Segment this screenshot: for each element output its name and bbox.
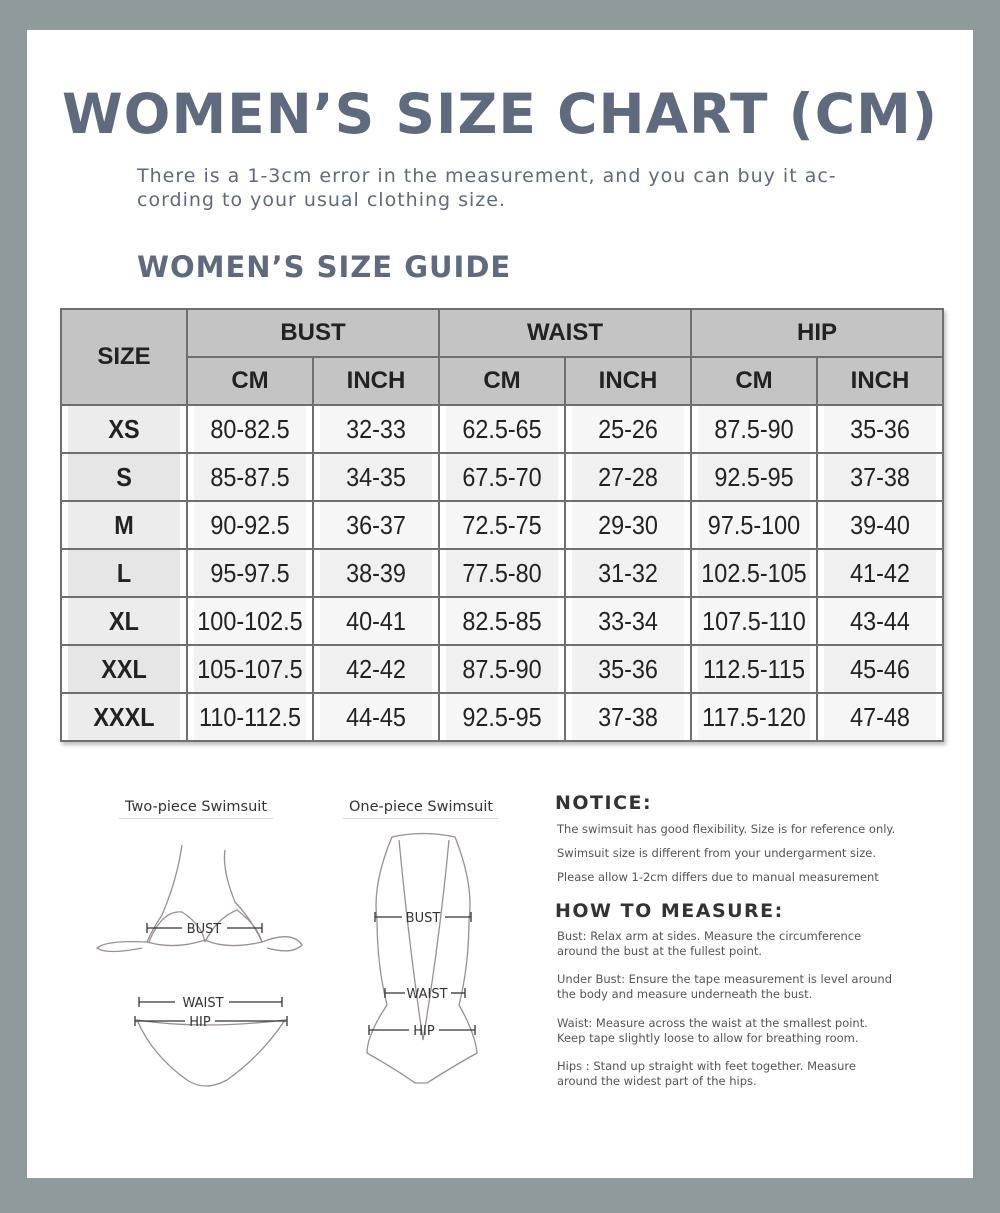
measurement-cell: 67.5-70 [445, 453, 558, 501]
measurement-cell: 110-112.5 [193, 693, 306, 741]
size-chart-page [27, 30, 973, 1178]
table-row [61, 501, 943, 549]
unit-header: INCH [313, 357, 439, 405]
size-cell: XXL [67, 645, 180, 693]
measurement-cell: 77.5-80 [445, 549, 558, 597]
measurement-cell: 41-42 [823, 549, 936, 597]
measurement-cell: 40-41 [319, 597, 432, 645]
measurement-cell: 44-45 [319, 693, 432, 741]
measurement-cell: 97.5-100 [697, 501, 810, 549]
measurement-cell: 92.5-95 [445, 693, 558, 741]
measurement-cell: 105-107.5 [193, 645, 306, 693]
measurement-cell: 29-30 [571, 501, 684, 549]
measurement-cell: 92.5-95 [697, 453, 810, 501]
size-cell: L [67, 549, 180, 597]
measurement-cell: 117.5-120 [697, 693, 810, 741]
two-piece-bust-label: BUST [186, 922, 222, 937]
table-row [61, 597, 943, 645]
how-to-item: Under Bust: Ensure the tape measurement is level around the body and measure underneath the bust. [557, 972, 892, 1001]
hip-group-header: HIP [691, 309, 943, 357]
how-to-item: Hips : Stand up straight with feet together. Measure around the widest part of the hips. [557, 1059, 856, 1088]
size-cell: XS [67, 405, 180, 453]
measurement-cell: 100-102.5 [193, 597, 306, 645]
measurement-cell: 38-39 [319, 549, 432, 597]
size-cell: S [67, 453, 180, 501]
notice-item: Swimsuit size is different from your undergarment size. [557, 846, 877, 860]
measurement-cell: 32-33 [319, 405, 432, 453]
measurement-cell: 27-28 [571, 453, 684, 501]
notice-item: The swimsuit has good flexibility. Size is for reference only. [557, 822, 896, 836]
two-piece-hip-label: HIP [189, 1015, 211, 1030]
measurement-cell: 62.5-65 [445, 405, 558, 453]
table-row [61, 405, 943, 453]
size-column-header: SIZE [61, 309, 187, 405]
unit-header: INCH [565, 357, 691, 405]
one-piece-swimsuit-diagram [347, 825, 497, 1100]
unit-header: CM [691, 357, 817, 405]
how-to-item: Waist: Measure across the waist at the smallest point. Keep tape slightly loose to allow for breathing room. [557, 1016, 868, 1045]
unit-header: CM [439, 357, 565, 405]
one-piece-label: One-piece Swimsuit [343, 797, 499, 819]
measurement-cell: 39-40 [823, 501, 936, 549]
measurement-cell: 37-38 [571, 693, 684, 741]
measurement-cell: 43-44 [823, 597, 936, 645]
measurement-cell: 87.5-90 [445, 645, 558, 693]
measurement-cell: 107.5-110 [697, 597, 810, 645]
measurement-cell: 82.5-85 [445, 597, 558, 645]
measurement-cell: 25-26 [571, 405, 684, 453]
notice-heading: NOTICE: [555, 792, 653, 814]
size-table [60, 308, 944, 742]
page-title: WOMEN’S SIZE CHART (CM) [62, 82, 938, 146]
unit-header: INCH [817, 357, 943, 405]
measurement-cell: 47-48 [823, 693, 936, 741]
measurement-cell: 36-37 [319, 501, 432, 549]
one-piece-hip-label: HIP [413, 1024, 435, 1039]
measurement-cell: 112.5-115 [697, 645, 810, 693]
measurement-cell: 34-35 [319, 453, 432, 501]
how-to-item: Bust: Relax arm at sides. Measure the circumference around the bust at the fullest point. [557, 929, 862, 958]
measurement-cell: 35-36 [571, 645, 684, 693]
two-piece-swimsuit-diagram [87, 830, 317, 1100]
measurement-cell: 90-92.5 [193, 501, 306, 549]
one-piece-bust-label: BUST [405, 911, 441, 926]
table-row [61, 549, 943, 597]
measurement-cell: 45-46 [823, 645, 936, 693]
two-piece-label: Two-piece Swimsuit [119, 797, 273, 819]
how-to-measure-heading: HOW TO MEASURE: [555, 900, 784, 922]
unit-header: CM [187, 357, 313, 405]
bust-group-header: BUST [187, 309, 439, 357]
two-piece-waist-label: WAIST [182, 996, 224, 1011]
measurement-cell: 80-82.5 [193, 405, 306, 453]
measurement-cell: 42-42 [319, 645, 432, 693]
waist-group-header: WAIST [439, 309, 691, 357]
table-row [61, 693, 943, 741]
size-cell: XXXL [67, 693, 180, 741]
measurement-cell: 95-97.5 [193, 549, 306, 597]
size-cell: M [67, 501, 180, 549]
measurement-cell: 85-87.5 [193, 453, 306, 501]
measurement-cell: 35-36 [823, 405, 936, 453]
measurement-cell: 102.5-105 [697, 549, 810, 597]
one-piece-waist-label: WAIST [406, 987, 448, 1002]
measurement-disclaimer: There is a 1-3cm error in the measurement, and you can buy it ac-cording to your usual clothing size. [137, 165, 837, 211]
size-guide-heading: WOMEN’S SIZE GUIDE [137, 250, 512, 284]
size-cell: XL [67, 597, 180, 645]
measurement-cell: 72.5-75 [445, 501, 558, 549]
notice-item: Please allow 1-2cm differs due to manual measurement [557, 870, 879, 884]
table-row [61, 453, 943, 501]
measurement-cell: 31-32 [571, 549, 684, 597]
measurement-cell: 87.5-90 [697, 405, 810, 453]
table-row [61, 645, 943, 693]
measurement-cell: 33-34 [571, 597, 684, 645]
measurement-cell: 37-38 [823, 453, 936, 501]
